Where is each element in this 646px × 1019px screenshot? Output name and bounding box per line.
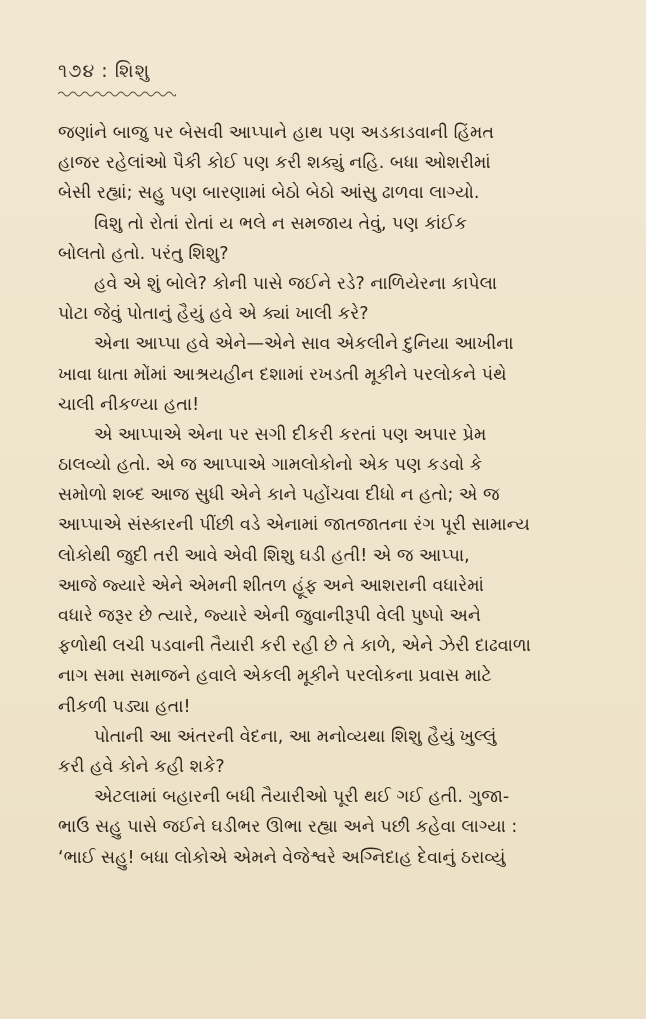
text-line: ખાવા ધાતા મોંમાં આશ્રયહીન દશામાં રખડતી મૂકીને પરલોકને પંથે: [58, 364, 507, 385]
text-line: એ આપ્પાએ એના પર સગી દીકરી કરતાં પણ અપાર પ્રેમ: [94, 424, 487, 445]
text-line: લોકોથી જુદી તરી આવે એવી શિશુ ઘડી હતી! એ જ આપ્પા,: [58, 545, 470, 566]
text-line: પોટા જેવું પોતાનું હૈયું હવે એ ક્યાં ખાલી કરે?: [58, 304, 369, 325]
text-line: વિશુ તો રોતાં રોતાં ય ભલે ન સમજાય તેવું, પણ કાંઈક: [94, 213, 467, 234]
text-line: આપ્પાએ સંસ્કારની પીંછી વડે એનામાં જાતજાતના રંગ પૂરી સામાન્ય: [58, 515, 530, 536]
text-line: બેસી રહ્યાં; સહુ પણ બારણામાં બેઠો બેઠો આંસુ ઢાળવા લાગ્યો.: [58, 183, 480, 204]
text-line: જણાંને બાજુ પર બેસવી આપ્પાને હાથ પણ અડકાડવાની હિંમત: [58, 123, 494, 143]
chapter-title: શિશુ: [114, 60, 151, 82]
page-number: ૧૭૪: [58, 60, 96, 82]
paragraph: [58, 118, 598, 209]
header-separator: :: [101, 60, 109, 82]
text-line: આજે જ્યારે એને એમની શીતળ હૂંફ અને આશરાની વધારેમાં: [58, 575, 484, 596]
paragraph: [58, 782, 598, 873]
paragraph: [58, 209, 598, 269]
paragraph: [58, 329, 598, 420]
body-text: [58, 118, 598, 873]
paragraph: [58, 722, 598, 782]
text-line: ફળોથી લચી પડવાની તૈયારી કરી રહી છે તે કાળે, એને ઝેરી દાઢવાળા: [58, 636, 531, 657]
text-line: એના આપ્પા હવે એને—એને સાવ એકલીને દુનિયા આખીના: [94, 334, 514, 355]
text-line: નીકળી પડ્યા હતા!: [58, 696, 191, 717]
text-line: નાગ સમા સમાજને હવાલે એકલી મૂકીને પરલોકના પ્રવાસ માટે: [58, 666, 492, 687]
text-line: કરી હવે કોને કહી શકે?: [58, 756, 225, 777]
header-underline-ornament: [58, 90, 176, 98]
text-line: પોતાની આ અંતરની વેદના, આ મનોવ્યથા શિશુ હૈયું ખુલ્લું: [94, 726, 497, 747]
text-line: હાજર રહેલાંઓ પૈકી કોઈ પણ કરી શક્યું નહિ. બધા ઓશરીમાં: [58, 153, 491, 174]
paragraph: [58, 420, 598, 722]
text-line: એટલામાં બહારની બધી તૈયારીઓ પૂરી થઈ ગઈ હતી. ગુજા-: [94, 787, 510, 808]
running-header: [58, 60, 150, 82]
text-line: વધારે જરૂર છે ત્યારે, જ્યારે એની જુવાનીરૂપી વેલી પુષ્પો અને: [58, 606, 481, 626]
text-line: હવે એ શું બોલે? કોની પાસે જઈને રડે? નાળિયેરના કાપેલા: [94, 273, 498, 294]
text-line: બોલતો હતો. પરંતુ શિશુ?: [58, 243, 229, 264]
text-line: ચાલી નીકળ્યા હતા!: [58, 394, 200, 415]
paragraph: [58, 269, 598, 329]
text-line: ઠાલવ્યો હતો. એ જ આપ્પાએ ગામલોકોનો એક પણ કડવો કે: [58, 455, 483, 476]
text-line: સમોળો શબ્દ આજ સુધી એને કાને પહોંચવા દીધો ન હતો; એ જ: [58, 485, 500, 506]
text-line: ભાઉ સહુ પાસે જઈને ઘડીભર ઊભા રહ્યા અને પછી કહેવા લાગ્યા :: [58, 817, 518, 838]
text-line: ‘ભાઈ સહુ! બધા લોકોએ એમને વેજેશ્વરે અગ્નિદાહ દેવાનું ઠરાવ્યું: [58, 847, 506, 868]
